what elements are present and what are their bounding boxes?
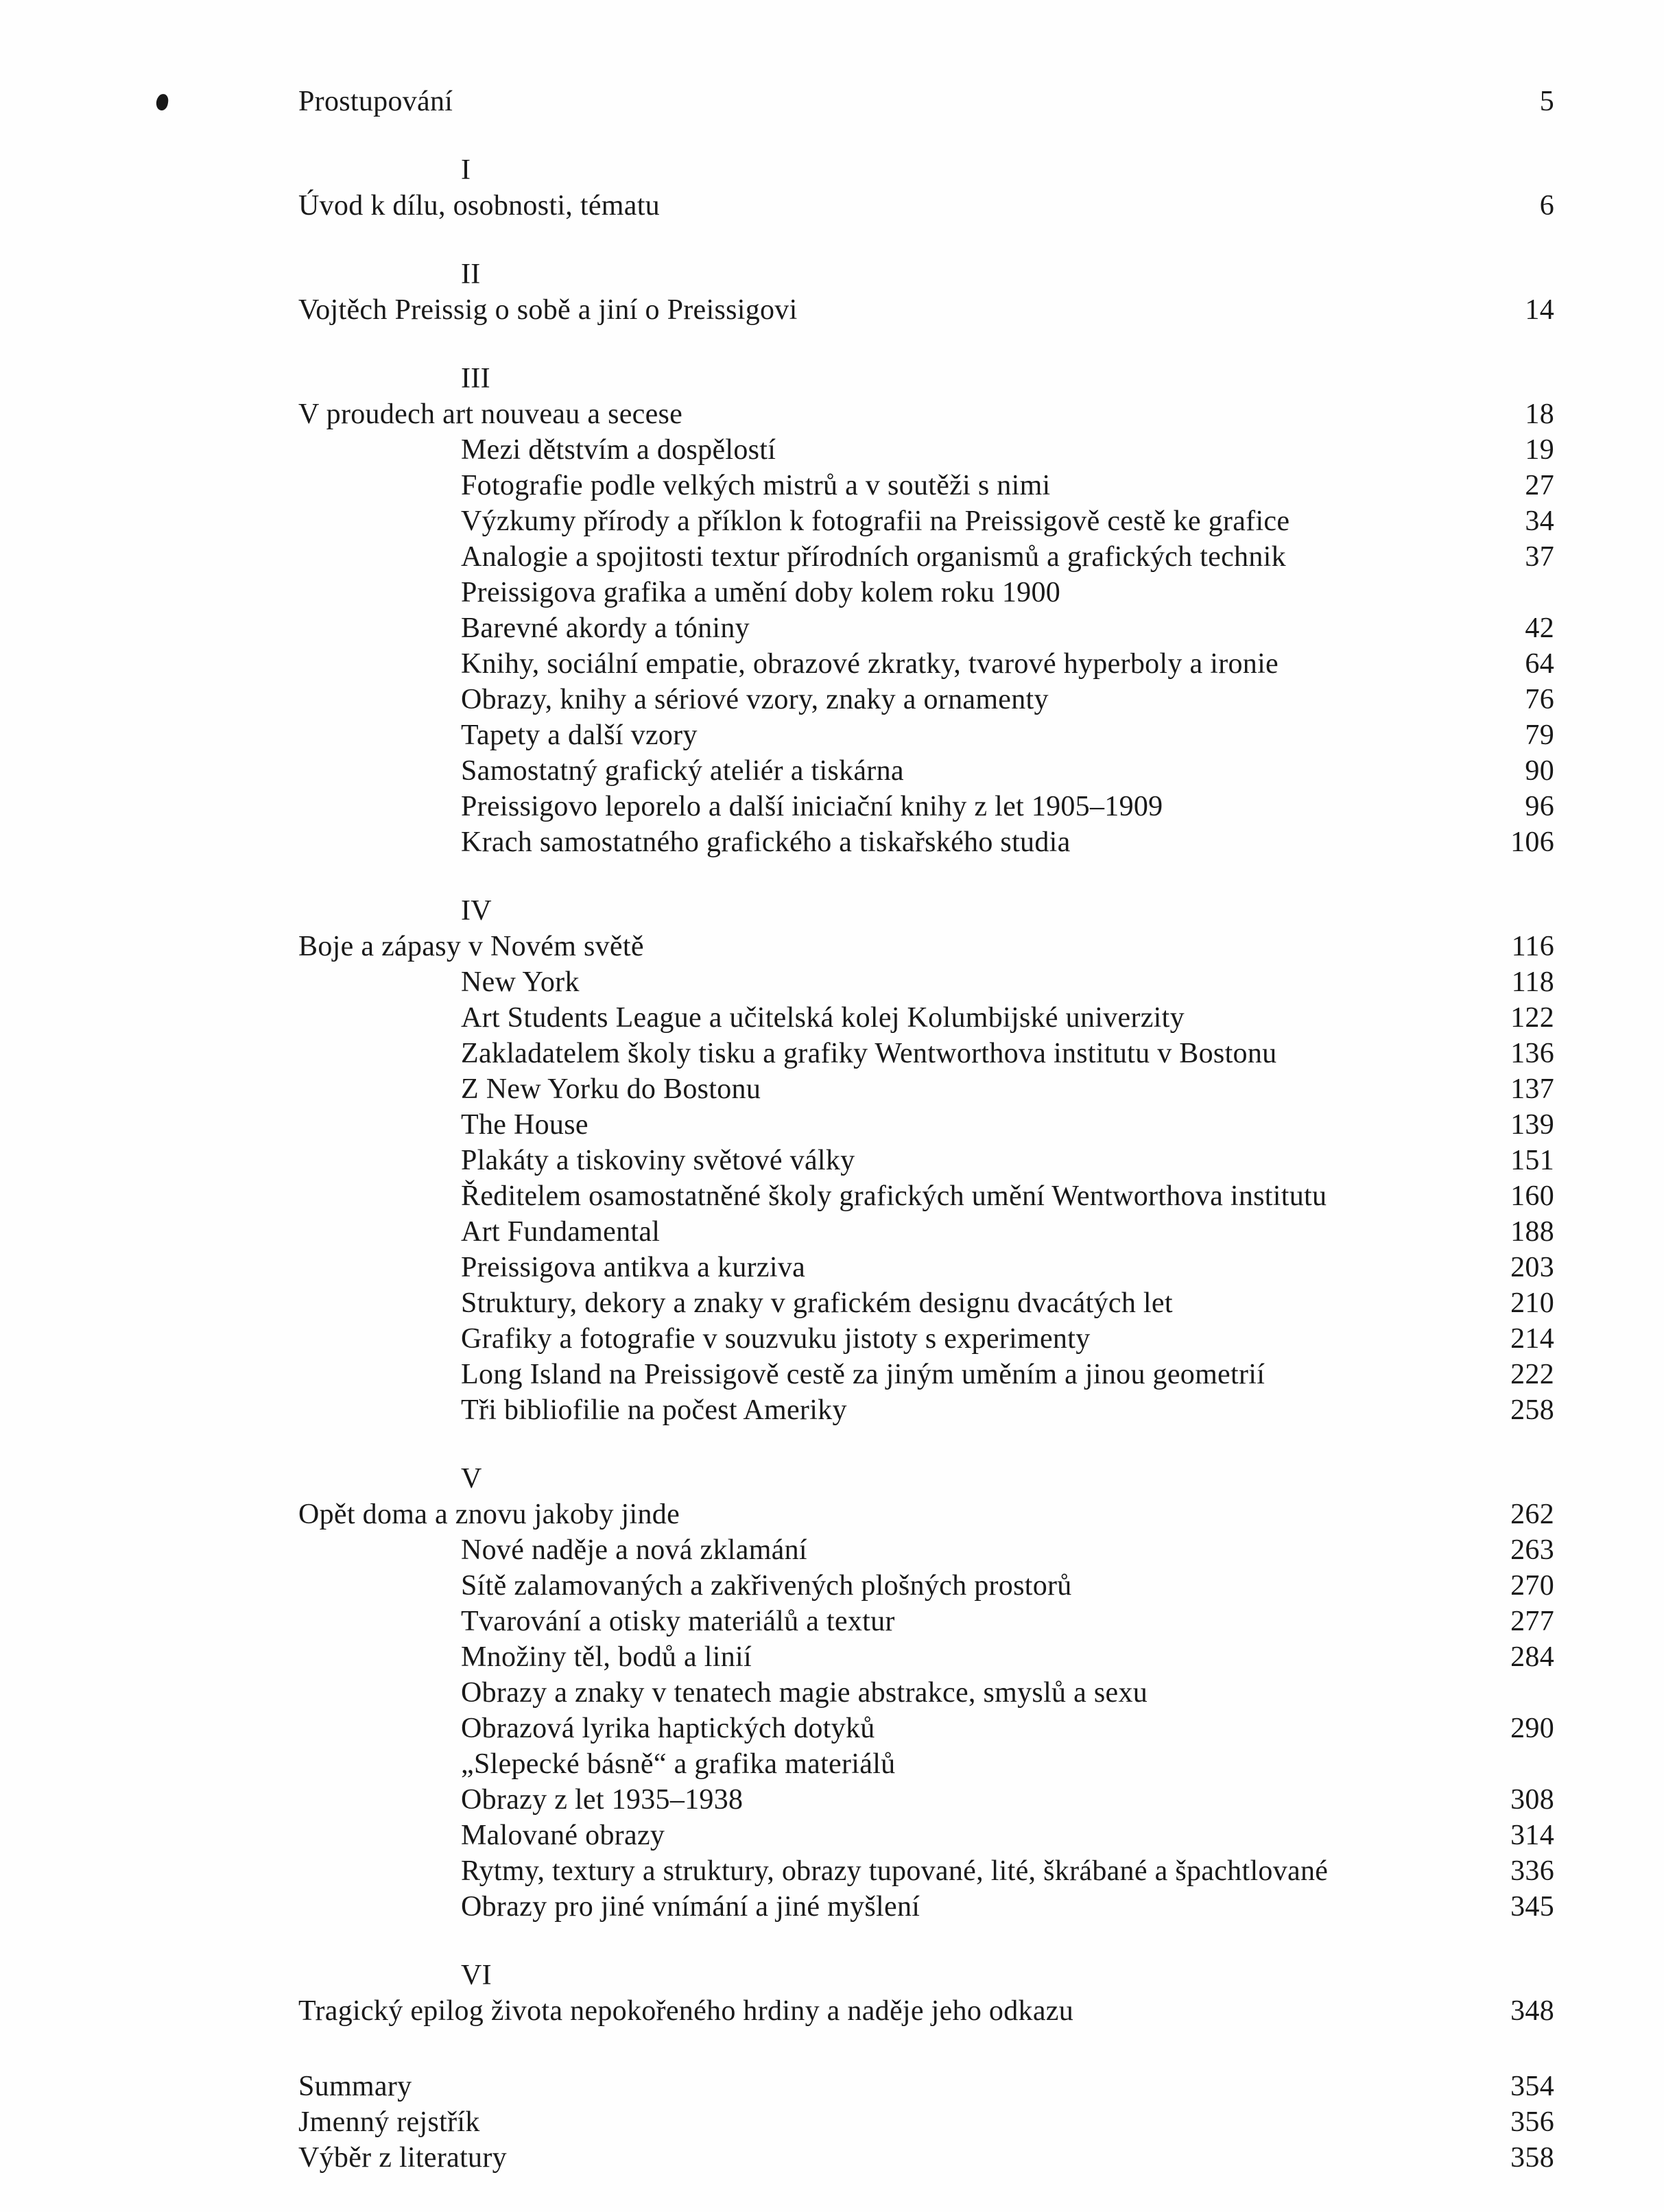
entry-page: 151 — [1510, 1145, 1554, 1176]
entry-page: 6 — [1539, 190, 1554, 222]
toc-row — [298, 539, 1554, 575]
section-numeral-row — [298, 361, 1554, 396]
entry-title: Barevné akordy a tóniny — [461, 613, 750, 644]
entry-title: Obrazy, knihy a sériové vzory, znaky a ornamenty — [461, 684, 1049, 715]
ink-dot — [155, 93, 169, 111]
entry-page: 356 — [1510, 2106, 1554, 2138]
entry-title: Malované obrazy — [461, 1820, 665, 1851]
entry-page: 136 — [1510, 1038, 1554, 1069]
entry-title: IV — [461, 895, 492, 927]
entry-title: Krach samostatného grafického a tiskařského studia — [461, 826, 1071, 858]
entry-page: 222 — [1510, 1359, 1554, 1390]
entry-page: 27 — [1525, 470, 1554, 501]
entry-page: 290 — [1510, 1713, 1554, 1744]
entry-page: 336 — [1510, 1855, 1554, 1887]
toc-row — [298, 753, 1554, 789]
entry-title: Samostatný grafický ateliér a tiskárna — [461, 755, 904, 787]
entry-title: Jmenný rejstřík — [298, 2106, 480, 2138]
entry-title: Boje a zápasy v Novém světě — [298, 931, 644, 962]
entry-page: 210 — [1510, 1287, 1554, 1319]
entry-title: Rytmy, textury a struktury, obrazy tupované, lité, škrábané a špachtlované — [461, 1855, 1329, 1887]
entry-page: 18 — [1525, 399, 1554, 430]
toc-row — [298, 1036, 1554, 1071]
entry-page: 34 — [1525, 506, 1554, 537]
entry-title: Preissigova antikva a kurziva — [461, 1252, 806, 1283]
entry-title: Analogie a spojitosti textur přírodních organismů a grafických technik — [461, 541, 1286, 573]
entry-title: Zakladatelem školy tisku a grafiky Wentworthova institutu v Bostonu — [461, 1038, 1277, 1069]
entry-page: 19 — [1525, 434, 1554, 466]
entry-title: Preissigovo leporelo a další iniciační knihy z let 1905–1909 — [461, 791, 1163, 822]
toc-row — [298, 1357, 1554, 1392]
entry-title: Prostupování — [298, 86, 453, 117]
entry-page: 203 — [1510, 1252, 1554, 1283]
toc-row — [298, 1746, 1554, 1782]
entry-title: Preissigova grafika a umění doby kolem roku 1900 — [461, 577, 1061, 608]
entry-page: 79 — [1525, 720, 1554, 751]
entry-title: Výzkumy přírody a příklon k fotografii na Preissigově cestě ke grafice — [461, 506, 1290, 537]
entry-page: 354 — [1510, 2071, 1554, 2102]
entry-page: 160 — [1510, 1180, 1554, 1212]
entry-title: Plakáty a tiskoviny světové války — [461, 1145, 855, 1176]
toc-row — [298, 1853, 1554, 1889]
entry-page: 96 — [1525, 791, 1554, 822]
toc-row — [298, 1711, 1554, 1746]
entry-title: Obrazy a znaky v tenatech magie abstrakce, smyslů a sexu — [461, 1677, 1148, 1709]
entry-page: 139 — [1510, 1109, 1554, 1141]
entry-title: Mezi dětstvím a dospělostí — [461, 434, 776, 466]
toc-row — [298, 1143, 1554, 1178]
section-numeral-row — [298, 1461, 1554, 1497]
entry-title: Tvarování a otisky materiálů a textur — [461, 1606, 895, 1637]
toc-row — [298, 610, 1554, 646]
entry-page: 76 — [1525, 684, 1554, 715]
entry-title: The House — [461, 1109, 589, 1141]
entry-page: 14 — [1525, 294, 1554, 326]
entry-page: 118 — [1511, 966, 1554, 998]
toc-row — [298, 1000, 1554, 1036]
section-numeral-row — [298, 152, 1554, 188]
toc-header-row — [298, 84, 1554, 119]
entry-title: Knihy, sociální empatie, obrazové zkratky, tvarové hyperboly a ironie — [461, 648, 1279, 680]
entry-title: Tragický epilog života nepokořeného hrdiny a naděje jeho odkazu — [298, 1995, 1074, 2027]
chapter-row — [298, 1993, 1554, 2029]
entry-title: VI — [461, 1960, 492, 1991]
entry-title: Art Students League a učitelská kolej Kolumbijské univerzity — [461, 1002, 1185, 1034]
entry-title: Tři bibliofilie na počest Ameriky — [461, 1394, 847, 1426]
backmatter-row — [298, 2104, 1554, 2140]
entry-title: II — [461, 259, 481, 290]
entry-page: 37 — [1525, 541, 1554, 573]
entry-page: 263 — [1510, 1534, 1554, 1566]
entry-title: New York — [461, 966, 580, 998]
toc-row — [298, 1782, 1554, 1818]
entry-page: 314 — [1510, 1820, 1554, 1851]
entry-page: 345 — [1510, 1891, 1554, 1923]
toc-row — [298, 964, 1554, 1000]
entry-page: 258 — [1510, 1394, 1554, 1426]
entry-page: 262 — [1510, 1499, 1554, 1530]
toc-row — [298, 432, 1554, 468]
entry-title: Nové naděje a nová zklamání — [461, 1534, 807, 1566]
entry-page: 348 — [1510, 1995, 1554, 2027]
toc-row — [298, 1675, 1554, 1711]
section-numeral-row — [298, 1958, 1554, 1993]
entry-page: 277 — [1510, 1606, 1554, 1637]
entry-page: 64 — [1525, 648, 1554, 680]
entry-title: Sítě zalamovaných a zakřivených plošných prostorů — [461, 1570, 1072, 1602]
chapter-row — [298, 292, 1554, 328]
entry-title: Z New Yorku do Bostonu — [461, 1073, 761, 1105]
toc-row — [298, 1107, 1554, 1143]
entry-title: Obrazová lyrika haptických dotyků — [461, 1713, 875, 1744]
entry-title: Ředitelem osamostatněné školy grafických umění Wentworthova institutu — [461, 1180, 1327, 1212]
entry-title: Fotografie podle velkých mistrů a v soutěži s nimi — [461, 470, 1051, 501]
entry-page: 137 — [1510, 1073, 1554, 1105]
entry-title: Vojtěch Preissig o sobě a jiní o Preissigovi — [298, 294, 798, 326]
toc-row — [298, 824, 1554, 860]
backmatter-row — [298, 2140, 1554, 2176]
entry-title: Obrazy pro jiné vnímání a jiné myšlení — [461, 1891, 920, 1923]
entry-title: Summary — [298, 2071, 412, 2102]
entry-page: 308 — [1510, 1784, 1554, 1816]
entry-page: 42 — [1525, 613, 1554, 644]
section-numeral-row — [298, 257, 1554, 292]
entry-title: Výběr z literatury — [298, 2142, 507, 2174]
entry-page: 358 — [1510, 2142, 1554, 2174]
entry-page: 270 — [1510, 1570, 1554, 1602]
entry-title: Opět doma a znovu jakoby jinde — [298, 1499, 680, 1530]
entry-page: 5 — [1539, 86, 1554, 117]
entry-title: I — [461, 154, 471, 186]
toc-row — [298, 1285, 1554, 1321]
toc-row — [298, 1532, 1554, 1568]
entry-title: III — [461, 363, 490, 394]
toc-row — [298, 575, 1554, 610]
toc-row — [298, 468, 1554, 503]
entry-page: 188 — [1510, 1216, 1554, 1248]
entry-title: Množiny těl, bodů a linií — [461, 1641, 752, 1673]
toc-row — [298, 1639, 1554, 1675]
toc-row — [298, 1250, 1554, 1285]
toc-row — [298, 1214, 1554, 1250]
entry-title: Art Fundamental — [461, 1216, 661, 1248]
toc-row — [298, 1071, 1554, 1107]
toc-list — [298, 84, 1554, 2176]
entry-page: 90 — [1525, 755, 1554, 787]
entry-title: Úvod k dílu, osobnosti, tématu — [298, 190, 660, 222]
entry-page: 122 — [1510, 1002, 1554, 1034]
toc-row — [298, 1392, 1554, 1428]
toc-row — [298, 646, 1554, 682]
entry-title: Long Island na Preissigově cestě za jiným uměním a jinou geometrií — [461, 1359, 1265, 1390]
entry-title: V proudech art nouveau a secese — [298, 399, 683, 430]
chapter-row — [298, 929, 1554, 964]
toc-row — [298, 789, 1554, 824]
entry-title: Grafiky a fotografie v souzvuku jistoty s experimenty — [461, 1323, 1091, 1355]
entry-title: V — [461, 1463, 482, 1495]
entry-page: 116 — [1511, 931, 1554, 962]
section-numeral-row — [298, 893, 1554, 929]
toc-row — [298, 503, 1554, 539]
toc-row — [298, 682, 1554, 717]
entry-page: 106 — [1510, 826, 1554, 858]
chapter-row — [298, 188, 1554, 224]
entry-title: Tapety a další vzory — [461, 720, 698, 751]
backmatter-row — [298, 2069, 1554, 2104]
toc-row — [298, 1604, 1554, 1639]
toc-row — [298, 1321, 1554, 1357]
entry-title: Obrazy z let 1935–1938 — [461, 1784, 744, 1816]
entry-title: Struktury, dekory a znaky v grafickém designu dvacátých let — [461, 1287, 1173, 1319]
toc-row — [298, 1889, 1554, 1925]
toc-row — [298, 717, 1554, 753]
toc-row — [298, 1568, 1554, 1604]
toc-row — [298, 1178, 1554, 1214]
entry-page: 284 — [1510, 1641, 1554, 1673]
entry-title: „Slepecké básně“ a grafika materiálů — [461, 1748, 896, 1780]
entry-page: 214 — [1510, 1323, 1554, 1355]
chapter-row — [298, 1497, 1554, 1532]
chapter-row — [298, 396, 1554, 432]
toc-row — [298, 1818, 1554, 1853]
